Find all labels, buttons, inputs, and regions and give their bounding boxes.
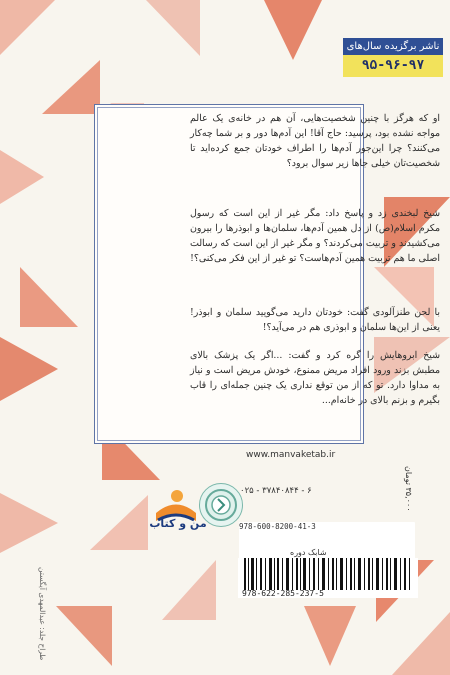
set-isbn-number: 978-622-285-237-5 (242, 589, 324, 598)
award-years: ۹۵-۹۶-۹۷ (343, 55, 443, 77)
isbn-box (239, 522, 415, 562)
publisher-website[interactable]: www.manvaketab.ir (246, 450, 336, 460)
cover-designer-credit: طراح جلد: عبدالمهدی آیگستن (38, 566, 47, 660)
decorative-triangle (304, 606, 356, 666)
excerpt-paragraph: با لحن طنزآلودی گفت: خودتان دارید می‌گویید سلمان و ابوذر! یعنی از این‌ها سلمان و ابوذری هم در می‌آید؟! (190, 307, 440, 333)
excerpt-paragraph: او که هرگز با چنین شخصیت‌هایی، آن هم در خانه‌ی یک عالم مواجه نشده بود، پرسید: حاج آقا! این آدم‌ها دور و بر شما چه‌کار می‌کنند؟ چرا این‌جور آدم‌ها را اطراف خودتان جمع کرده‌اید تا شخصیت‌تان خیلی جاها زیر سوال برود؟ (190, 113, 440, 169)
decorative-triangle (0, 337, 58, 401)
publisher-phone: ۰۲۵ - ۳۷۸۴۰۸۴۴ - ۶ (240, 486, 312, 496)
isbn-number: 978-600-8200-41-3 (239, 522, 316, 531)
decorative-triangle (20, 267, 78, 327)
decorative-triangle (56, 606, 112, 666)
decorative-triangle (0, 493, 58, 553)
set-isbn-label: شابک دوره (290, 548, 327, 557)
decorative-triangle (90, 495, 148, 550)
decorative-triangle (146, 0, 200, 56)
decorative-triangle (392, 612, 450, 675)
publisher-brand: من و کتاب (149, 517, 207, 530)
decorative-triangle (42, 60, 100, 114)
decorative-triangle (264, 0, 322, 60)
price-label: ۳۵,۰۰۰ تومان (404, 466, 413, 512)
excerpt-paragraph: شیخ ابروهایش را گره کرد و گفت: ...اگر یک پزشک بالای مطبش بزند ورود افراد مریض ممنوع، خودش مریض است و نیاز به مداوا دارد. تو که از من توقع نداری یک چنین جمله‌ای را قاب بگیرم و بزنم بالای در خانه‌ام... (190, 350, 440, 406)
decorative-triangle (0, 0, 55, 55)
award-badge (343, 38, 443, 80)
excerpt-paragraph: شیخ لبخندی زد و پاسخ داد: مگر غیر از این است که رسول مکرم اسلام(ص) از دل همین آدم‌ها، سلمان‌ها و ابوذرها را بیرون می‌کشیدند و تربیت می‌کردند؟ و مگر غیر از این است که رسالت اصلی ما هم تربیت همین آدم‌هاست؟ تو غیر از این فکر می‌کنی؟! (190, 208, 440, 264)
decorative-triangle (162, 560, 216, 620)
award-title: ناشر برگزیده سال‌های (343, 38, 443, 55)
decorative-triangle (0, 150, 44, 204)
